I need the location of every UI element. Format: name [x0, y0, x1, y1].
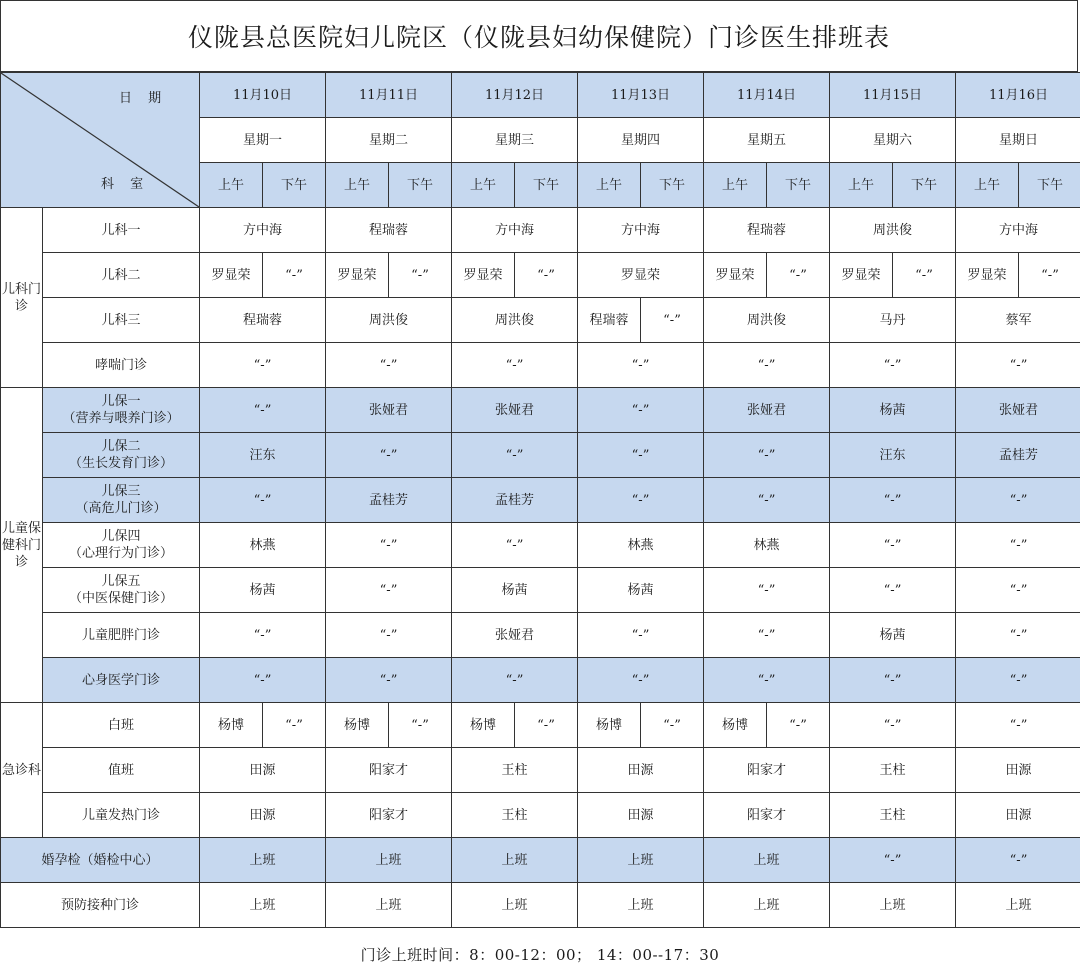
- dept-label: [43, 523, 200, 568]
- shift-cell-pm: “-”: [641, 703, 704, 748]
- date-cell: 11月14日: [704, 73, 830, 118]
- shift-cell: 杨茜: [830, 388, 956, 433]
- shift-cell: “-”: [704, 613, 830, 658]
- shift-cell: “-”: [956, 343, 1080, 388]
- shift-cell: 田源: [200, 748, 326, 793]
- shift-cell: “-”: [830, 703, 956, 748]
- dept-name: 儿科一: [101, 222, 141, 238]
- shift-cell-pm: “-”: [767, 703, 830, 748]
- shift-cell-am: 罗显荣: [830, 253, 893, 298]
- dept-label: [43, 658, 200, 703]
- shift-cell: 上班: [578, 838, 704, 883]
- dept-name: 值班: [107, 762, 134, 778]
- shift-cell: 上班: [830, 883, 956, 928]
- date-cell: 11月12日: [452, 73, 578, 118]
- shift-cell: 周洪俊: [326, 298, 452, 343]
- shift-cell: 上班: [326, 883, 452, 928]
- shift-cell: 田源: [200, 793, 326, 838]
- shift-cell-am: 杨博: [578, 703, 641, 748]
- shift-cell: “-”: [326, 658, 452, 703]
- shift-cell: “-”: [830, 523, 956, 568]
- shift-cell: 周洪俊: [830, 208, 956, 253]
- dept-subtitle: （营养与喂养门诊）: [62, 411, 180, 426]
- shift-cell: 蔡军: [956, 298, 1080, 343]
- shift-cell: 上班: [200, 838, 326, 883]
- schedule-row: [1, 613, 1080, 658]
- shift-cell: 周洪俊: [452, 298, 578, 343]
- shift-cell: “-”: [830, 838, 956, 883]
- schedule-row: [1, 793, 1080, 838]
- weekday-cell: 星期一: [200, 118, 326, 163]
- shift-cell: “-”: [452, 658, 578, 703]
- shift-cell: “-”: [830, 568, 956, 613]
- shift-cell-am: 程瑞蓉: [578, 298, 641, 343]
- date-cell: 11月16日: [956, 73, 1080, 118]
- shift-cell: 方中海: [956, 208, 1080, 253]
- shift-cell: “-”: [704, 433, 830, 478]
- weekday-cell: 星期日: [956, 118, 1080, 163]
- schedule-row: [1, 748, 1080, 793]
- shift-cell: “-”: [326, 343, 452, 388]
- am-cell: 上午: [830, 163, 893, 208]
- shift-cell: 程瑞蓉: [326, 208, 452, 253]
- shift-cell: 田源: [956, 748, 1080, 793]
- dept-subtitle: （高危儿门诊）: [75, 501, 167, 516]
- shift-cell: 方中海: [452, 208, 578, 253]
- shift-cell: “-”: [452, 343, 578, 388]
- schedule-row: [1, 523, 1080, 568]
- shift-cell-pm: “-”: [263, 253, 326, 298]
- dept-name: 儿保五: [101, 574, 141, 589]
- shift-cell: “-”: [200, 658, 326, 703]
- shift-cell: “-”: [326, 613, 452, 658]
- weekday-cell: 星期四: [578, 118, 704, 163]
- shift-cell: “-”: [956, 703, 1080, 748]
- shift-cell-am: 杨博: [452, 703, 515, 748]
- schedule-row: [1, 568, 1080, 613]
- shift-cell-am: 杨博: [200, 703, 263, 748]
- shift-cell: “-”: [830, 658, 956, 703]
- am-cell: 上午: [956, 163, 1019, 208]
- shift-cell: 田源: [578, 748, 704, 793]
- shift-cell: “-”: [200, 478, 326, 523]
- date-row: [1, 73, 1080, 118]
- shift-cell: 张娅君: [452, 388, 578, 433]
- shift-cell-pm: “-”: [515, 253, 578, 298]
- group-label: 儿科门诊: [1, 208, 43, 388]
- shift-cell-pm: “-”: [641, 298, 704, 343]
- shift-cell: “-”: [452, 523, 578, 568]
- footer-hours: 门诊上班时间：8：00-12：00； 14：00--17：30: [360, 945, 720, 964]
- shift-cell-pm: “-”: [1019, 253, 1080, 298]
- shift-cell: 杨茜: [830, 613, 956, 658]
- shift-cell: 王柱: [452, 793, 578, 838]
- shift-cell: “-”: [578, 478, 704, 523]
- schedule-row: [1, 703, 1080, 748]
- shift-cell: 上班: [956, 883, 1080, 928]
- pm-cell: 下午: [893, 163, 956, 208]
- shift-cell: “-”: [704, 658, 830, 703]
- dept-label: [43, 748, 200, 793]
- shift-cell: “-”: [704, 568, 830, 613]
- schedule-row: [1, 838, 1080, 883]
- shift-cell: 张娅君: [452, 613, 578, 658]
- shift-cell-pm: “-”: [767, 253, 830, 298]
- shift-cell: “-”: [704, 343, 830, 388]
- schedule-row: [1, 883, 1080, 928]
- shift-cell: 王柱: [452, 748, 578, 793]
- shift-cell: “-”: [326, 523, 452, 568]
- shift-cell: 汪东: [830, 433, 956, 478]
- shift-cell: “-”: [326, 568, 452, 613]
- shift-cell: 杨茜: [200, 568, 326, 613]
- date-cell: 11月10日: [200, 73, 326, 118]
- schedule-row: [1, 658, 1080, 703]
- shift-cell: “-”: [578, 433, 704, 478]
- pm-cell: 下午: [641, 163, 704, 208]
- shift-cell-am: 罗显荣: [452, 253, 515, 298]
- dept-name: 儿科二: [101, 267, 141, 283]
- shift-cell: 上班: [200, 883, 326, 928]
- shift-cell-am: 罗显荣: [704, 253, 767, 298]
- shift-cell: “-”: [200, 613, 326, 658]
- shift-cell-am: 杨博: [704, 703, 767, 748]
- shift-cell: 王柱: [830, 748, 956, 793]
- shift-cell: “-”: [956, 568, 1080, 613]
- shift-cell-pm: “-”: [893, 253, 956, 298]
- shift-cell: “-”: [578, 658, 704, 703]
- date-cell: 11月13日: [578, 73, 704, 118]
- shift-cell: “-”: [578, 388, 704, 433]
- shift-cell: “-”: [956, 523, 1080, 568]
- dept-subtitle: （心理行为门诊）: [68, 546, 173, 561]
- am-cell: 上午: [578, 163, 641, 208]
- shift-cell: “-”: [326, 433, 452, 478]
- shift-cell: 田源: [578, 793, 704, 838]
- shift-cell: 孟桂芳: [326, 478, 452, 523]
- weekday-cell: 星期二: [326, 118, 452, 163]
- shift-cell: 张娅君: [956, 388, 1080, 433]
- shift-cell: “-”: [578, 343, 704, 388]
- dept-label: [43, 388, 200, 433]
- date-label: 日 期: [119, 91, 168, 106]
- group-label: 儿童保健科门诊: [1, 388, 43, 703]
- dept-name: 儿童肥胖门诊: [81, 627, 160, 643]
- shift-cell: 阳家才: [326, 748, 452, 793]
- dept-label: [43, 253, 200, 298]
- weekday-cell: 星期五: [704, 118, 830, 163]
- dept-label: [43, 703, 200, 748]
- pm-cell: 下午: [515, 163, 578, 208]
- dept-label: [43, 478, 200, 523]
- weekday-cell: 星期六: [830, 118, 956, 163]
- shift-cell: 林燕: [578, 523, 704, 568]
- shift-cell: 林燕: [704, 523, 830, 568]
- shift-cell: “-”: [956, 613, 1080, 658]
- shift-cell-am: 罗显荣: [956, 253, 1019, 298]
- pm-cell: 下午: [263, 163, 326, 208]
- shift-cell: 上班: [452, 838, 578, 883]
- dept-label: [43, 568, 200, 613]
- dept-label: [43, 343, 200, 388]
- date-cell: 11月15日: [830, 73, 956, 118]
- shift-cell: 张娅君: [326, 388, 452, 433]
- weekday-cell: 星期三: [452, 118, 578, 163]
- shift-cell: 方中海: [578, 208, 704, 253]
- shift-cell: “-”: [956, 838, 1080, 883]
- shift-cell: 王柱: [830, 793, 956, 838]
- shift-cell: 上班: [704, 883, 830, 928]
- shift-cell: 田源: [956, 793, 1080, 838]
- shift-cell: 孟桂芳: [452, 478, 578, 523]
- pm-cell: 下午: [1019, 163, 1080, 208]
- dept-label: [1, 883, 200, 928]
- am-cell: 上午: [452, 163, 515, 208]
- shift-cell-pm: “-”: [389, 253, 452, 298]
- shift-cell: 马丹: [830, 298, 956, 343]
- shift-cell: 周洪俊: [704, 298, 830, 343]
- schedule-row: [1, 388, 1080, 433]
- schedule-row: [1, 433, 1080, 478]
- shift-cell: “-”: [956, 658, 1080, 703]
- dept-label: [43, 793, 200, 838]
- shift-cell: 程瑞蓉: [704, 208, 830, 253]
- shift-cell: 上班: [452, 883, 578, 928]
- schedule-table: [0, 72, 1080, 928]
- shift-cell: 上班: [704, 838, 830, 883]
- dept-subtitle: （中医保健门诊）: [68, 591, 173, 606]
- shift-cell: “-”: [830, 343, 956, 388]
- shift-cell: “-”: [200, 343, 326, 388]
- am-cell: 上午: [704, 163, 767, 208]
- dept-name: 儿保三: [101, 484, 141, 499]
- shift-cell-am: 罗显荣: [326, 253, 389, 298]
- diagonal-line: [1, 73, 199, 207]
- shift-cell: 杨茜: [578, 568, 704, 613]
- shift-cell: “-”: [830, 478, 956, 523]
- shift-cell: “-”: [704, 478, 830, 523]
- dept-name: 儿科三: [101, 312, 141, 328]
- shift-cell: 孟桂芳: [956, 433, 1080, 478]
- dept-label: [43, 298, 200, 343]
- shift-cell: “-”: [578, 613, 704, 658]
- shift-cell: 程瑞蓉: [200, 298, 326, 343]
- dept-label: [1, 838, 200, 883]
- dept-label: [43, 613, 200, 658]
- shift-cell-pm: “-”: [515, 703, 578, 748]
- dept-label: [43, 208, 200, 253]
- shift-cell: “-”: [452, 433, 578, 478]
- schedule-row: [1, 343, 1080, 388]
- dept-name: 儿保一: [101, 394, 141, 409]
- group-label: 急诊科: [1, 703, 43, 838]
- am-cell: 上午: [200, 163, 263, 208]
- date-cell: 11月11日: [326, 73, 452, 118]
- shift-cell: 上班: [578, 883, 704, 928]
- shift-cell: 阳家才: [326, 793, 452, 838]
- shift-cell: 汪东: [200, 433, 326, 478]
- dept-subtitle: （生长发育门诊）: [68, 456, 173, 471]
- dept-label: [43, 433, 200, 478]
- dept-name: 儿童发热门诊: [81, 807, 160, 823]
- shift-cell: 方中海: [200, 208, 326, 253]
- am-cell: 上午: [326, 163, 389, 208]
- schedule-row: [1, 253, 1080, 298]
- dept-name: 婚孕检（婚检中心）: [41, 852, 159, 868]
- header-corner: [1, 73, 200, 208]
- shift-cell: 阳家才: [704, 748, 830, 793]
- shift-cell: 杨茜: [452, 568, 578, 613]
- shift-cell-pm: “-”: [263, 703, 326, 748]
- schedule-row: [1, 208, 1080, 253]
- shift-cell: 阳家才: [704, 793, 830, 838]
- dept-name: 白班: [107, 717, 134, 733]
- dept-name: 儿保四: [101, 529, 141, 544]
- shift-cell: 林燕: [200, 523, 326, 568]
- dept-label: 科 室: [101, 177, 150, 192]
- pm-cell: 下午: [389, 163, 452, 208]
- dept-name: 哮喘门诊: [94, 357, 147, 373]
- shift-cell: 上班: [326, 838, 452, 883]
- shift-cell-am: 罗显荣: [200, 253, 263, 298]
- pm-cell: 下午: [767, 163, 830, 208]
- schedule-row: [1, 298, 1080, 343]
- shift-cell-am: 杨博: [326, 703, 389, 748]
- dept-name: 儿保二: [101, 439, 141, 454]
- shift-cell: 张娅君: [704, 388, 830, 433]
- page-title: 仪陇县总医院妇儿院区（仪陇县妇幼保健院）门诊医生排班表: [0, 0, 1078, 72]
- shift-cell: “-”: [200, 388, 326, 433]
- dept-name: 预防接种门诊: [60, 897, 139, 913]
- shift-cell: 罗显荣: [578, 253, 704, 298]
- schedule-row: [1, 478, 1080, 523]
- shift-cell-pm: “-”: [389, 703, 452, 748]
- dept-name: 心身医学门诊: [81, 672, 160, 688]
- shift-cell: “-”: [956, 478, 1080, 523]
